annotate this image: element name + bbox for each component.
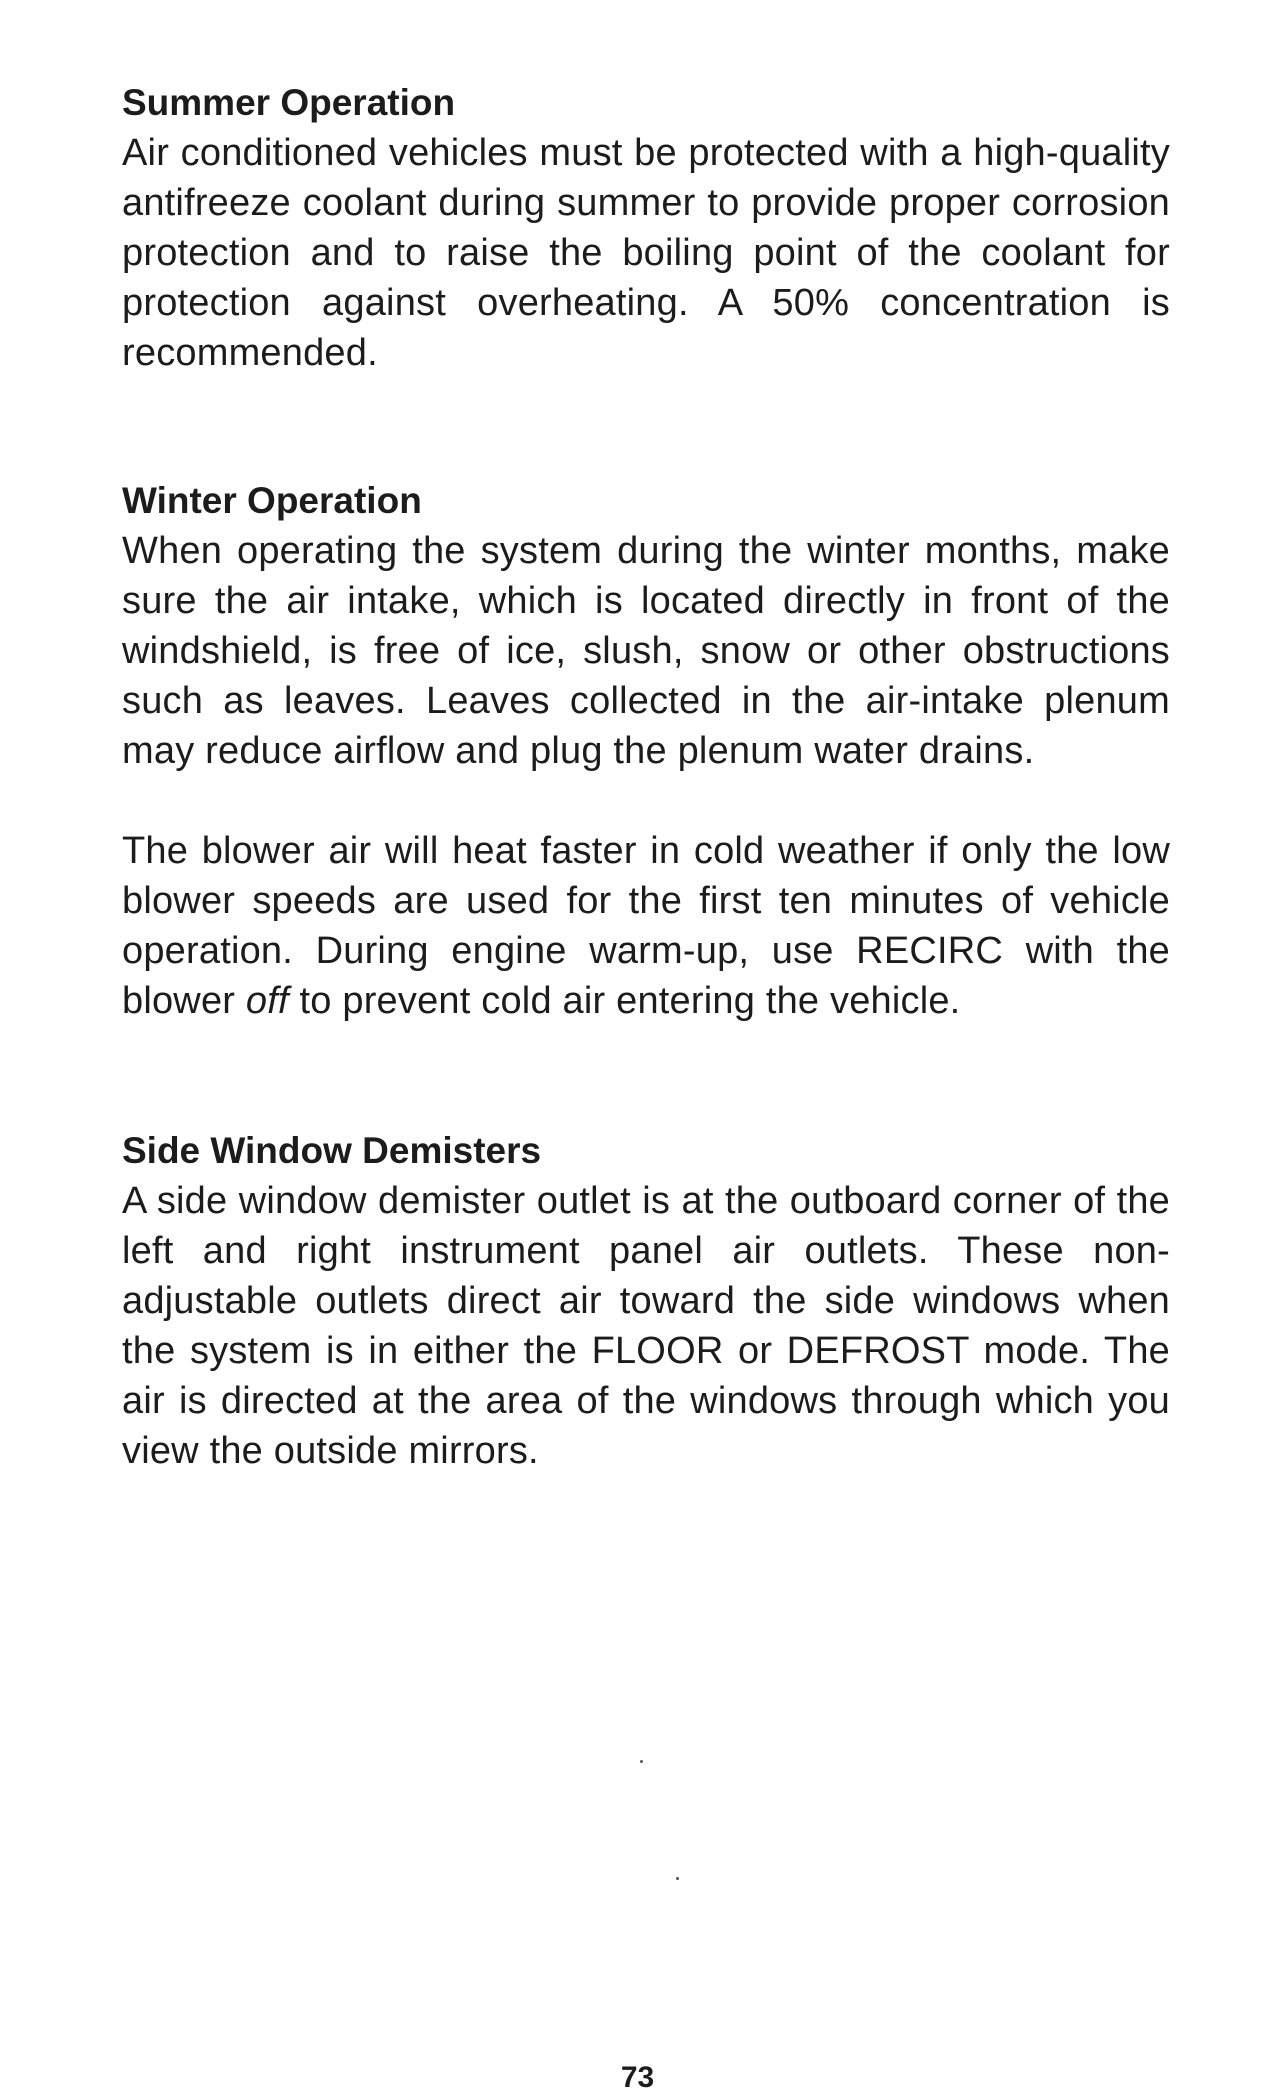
side-window-demisters-text: A side window demister outlet is at the outboard corner of the left and right instrument panel air outlets. These non-adjustable outlets direct air toward the side windows when the system is in either the FLOOR or DEFROST mode. The air is directed at the area of the windows through which you view the outside mirrors. <box>122 1180 1170 1472</box>
summer-operation-text: Air conditioned vehicles must be protected with a high-quality antifreeze coolant during summer to provide proper corrosion protection and to raise the boiling point of the coolant for protection against overheating. A 50% concentration is recommended. <box>122 132 1170 374</box>
summer-operation-section <box>122 78 1170 378</box>
manual-page <box>122 78 1170 1476</box>
blower-text-end: to prevent cold air entering the vehicle. <box>288 980 961 1022</box>
winter-operation-section <box>122 476 1170 1026</box>
blower-heating-text <box>122 826 1170 1026</box>
blower-off-emphasis: off <box>245 980 289 1022</box>
winter-operation-heading: Winter Operation <box>122 480 422 521</box>
scan-speck <box>676 1877 679 1880</box>
side-window-demisters-heading: Side Window Demisters <box>122 1130 542 1171</box>
side-window-demisters-section <box>122 1126 1170 1476</box>
page-number: 73 <box>620 2061 655 2094</box>
summer-operation-heading: Summer Operation <box>122 82 456 123</box>
scan-speck <box>640 1760 643 1763</box>
winter-operation-text: When operating the system during the winter months, make sure the air intake, which is located directly in front of the windshield, is free of ice, slush, snow or other obstructions such as leaves. Leaves collected in the air-intake plenum may reduce airflow and plug the plenum water drains. <box>122 530 1170 772</box>
blower-text-start: The blower air will heat faster in cold weather if only the low blower speeds are used for the first ten minutes of vehicle operation. During engine warm-up, use RECIRC with the blower <box>122 830 1170 1022</box>
